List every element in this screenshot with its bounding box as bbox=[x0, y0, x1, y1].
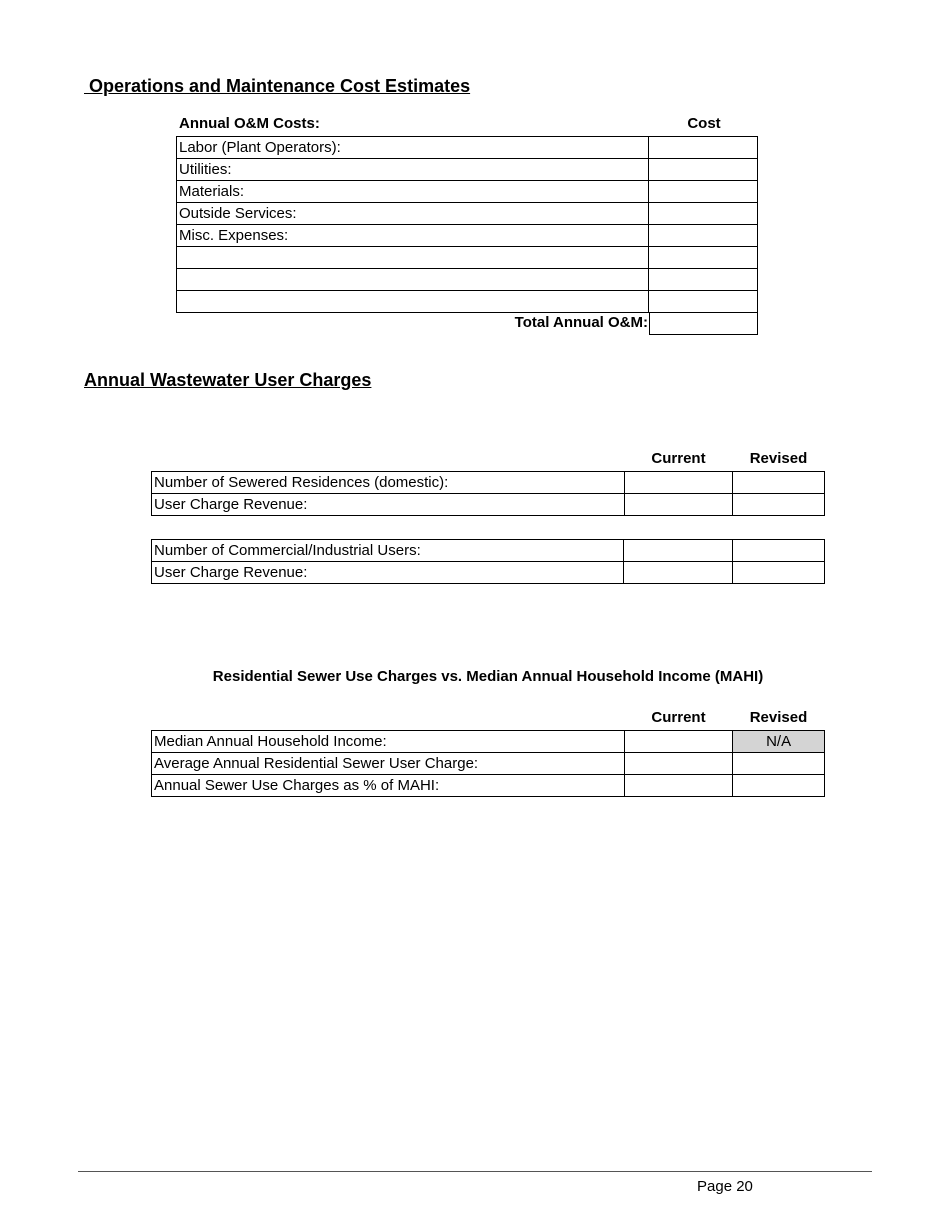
row-label-avg-user-charge: Average Annual Residential Sewer User Charge: bbox=[152, 753, 625, 775]
revised-input-sewered-residences[interactable] bbox=[733, 472, 825, 494]
cost-input-materials[interactable] bbox=[649, 181, 758, 203]
row-label-sewered-residences: Number of Sewered Residences (domestic): bbox=[152, 472, 625, 494]
user-charges-heading: Annual Wastewater User Charges bbox=[84, 370, 372, 390]
table-row bbox=[152, 753, 825, 775]
current-column-header: Current bbox=[651, 450, 706, 467]
mahi-revised-column-header: Revised bbox=[749, 709, 808, 726]
table-row bbox=[177, 291, 758, 313]
table-row bbox=[177, 247, 758, 269]
table-row bbox=[177, 137, 758, 159]
domestic-users-table bbox=[151, 471, 825, 516]
cost-input-blank-2[interactable] bbox=[649, 269, 758, 291]
mahi-current-column-header: Current bbox=[651, 709, 706, 726]
row-label-commercial-users: Number of Commercial/Industrial Users: bbox=[152, 540, 624, 562]
current-input-sewered-residences[interactable] bbox=[624, 472, 733, 494]
cost-input-outside-services[interactable] bbox=[649, 203, 758, 225]
total-om-input[interactable] bbox=[649, 312, 758, 335]
table-row bbox=[152, 472, 825, 494]
current-input-percent-mahi[interactable] bbox=[624, 775, 733, 797]
revised-input-percent-mahi[interactable] bbox=[733, 775, 825, 797]
revised-column-header: Revised bbox=[749, 450, 808, 467]
current-input-median-income[interactable] bbox=[624, 731, 733, 753]
revised-input-commercial-users[interactable] bbox=[733, 540, 825, 562]
table-row bbox=[152, 775, 825, 797]
row-label-commercial-revenue: User Charge Revenue: bbox=[152, 562, 624, 584]
mahi-table bbox=[151, 730, 825, 797]
row-label-blank-1[interactable] bbox=[177, 247, 649, 269]
cost-input-misc-expenses[interactable] bbox=[649, 225, 758, 247]
cost-input-blank-3[interactable] bbox=[649, 291, 758, 313]
revised-input-avg-user-charge[interactable] bbox=[733, 753, 825, 775]
table-row bbox=[177, 269, 758, 291]
row-label-misc-expenses: Misc. Expenses: bbox=[177, 225, 649, 247]
row-label-blank-3[interactable] bbox=[177, 291, 649, 313]
table-row bbox=[177, 159, 758, 181]
revised-input-commercial-revenue[interactable] bbox=[733, 562, 825, 584]
row-label-blank-2[interactable] bbox=[177, 269, 649, 291]
table-row bbox=[177, 225, 758, 247]
table-row bbox=[177, 203, 758, 225]
row-label-percent-mahi: Annual Sewer Use Charges as % of MAHI: bbox=[152, 775, 625, 797]
current-input-avg-user-charge[interactable] bbox=[624, 753, 733, 775]
row-label-median-income: Median Annual Household Income: bbox=[152, 731, 625, 753]
mahi-section-title: Residential Sewer Use Charges vs. Median Annual Household Income (MAHI) bbox=[212, 668, 764, 685]
table-row bbox=[152, 540, 825, 562]
revised-input-domestic-revenue[interactable] bbox=[733, 494, 825, 516]
page-number: Page 20 bbox=[697, 1178, 753, 1195]
om-section-heading: Operations and Maintenance Cost Estimates bbox=[84, 76, 471, 96]
table-row bbox=[152, 494, 825, 516]
om-cost-table bbox=[176, 136, 758, 313]
cost-column-header: Cost bbox=[687, 115, 721, 132]
footer-divider bbox=[78, 1171, 872, 1172]
commercial-users-table bbox=[151, 539, 825, 584]
table-row bbox=[152, 731, 825, 753]
row-label-utilities: Utilities: bbox=[177, 159, 649, 181]
row-label-outside-services: Outside Services: bbox=[177, 203, 649, 225]
current-input-commercial-users[interactable] bbox=[624, 540, 733, 562]
row-label-materials: Materials: bbox=[177, 181, 649, 203]
total-om-label: Total Annual O&M: bbox=[514, 314, 648, 331]
cost-input-labor[interactable] bbox=[649, 137, 758, 159]
cost-input-utilities[interactable] bbox=[649, 159, 758, 181]
table-row bbox=[152, 562, 825, 584]
revised-na-median-income: N/A bbox=[733, 731, 825, 753]
row-label-labor: Labor (Plant Operators): bbox=[177, 137, 649, 159]
row-label-domestic-revenue: User Charge Revenue: bbox=[152, 494, 625, 516]
current-input-commercial-revenue[interactable] bbox=[624, 562, 733, 584]
current-input-domestic-revenue[interactable] bbox=[624, 494, 733, 516]
cost-input-blank-1[interactable] bbox=[649, 247, 758, 269]
table-row bbox=[177, 181, 758, 203]
om-table-label: Annual O&M Costs: bbox=[179, 115, 320, 132]
